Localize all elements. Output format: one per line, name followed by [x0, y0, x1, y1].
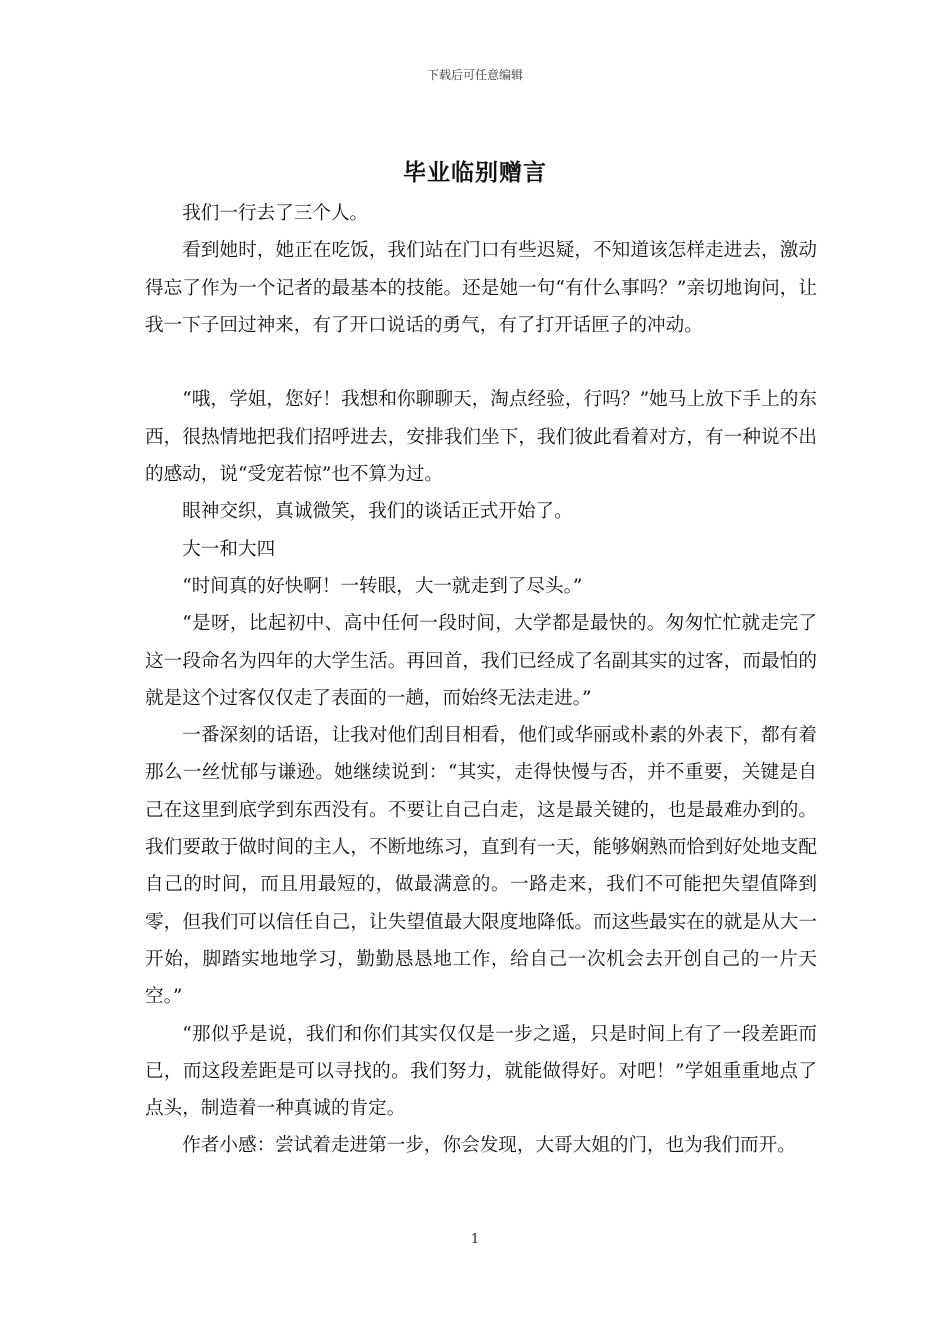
paragraph: 作者小感：尝试着走进第一步，你会发现，大哥大姐的门，也为我们而开。 — [182, 1135, 796, 1157]
paragraph: 我们一行去了三个人。 — [182, 203, 369, 224]
page-number: 1 — [470, 1232, 480, 1247]
paragraph: 看到她时，她正在吃饭，我们站在门口有些迟疑，不知道该怎样走进去，激动得忘了作为一个记者的最基本的技能。还是她一句“有什么事吗？”亲切地询问，让我一下子回过神来，有了开口说话的勇气，有了打开话匣子的冲动。 — [145, 240, 817, 336]
paragraph: “是呀，比起初中、高中任何一段时间，大学都是最快的。匆匆忙忙就走完了这一段命名为四年的大学生活。再回首，我们已经成了名副其实的过客，而最怕的就是这个过客仅仅走了表面的一趟，而始终无法走进。” — [145, 613, 817, 709]
document-title: 毕业临别赠言 — [403, 160, 547, 186]
paragraph: “哦，学姐，您好！我想和你聊聊天，淘点经验，行吗？”她马上放下手上的东西，很热情地把我们招呼进去，安排我们坐下，我们彼此看着对方，有一种说不出的感动，说“受宠若惊”也不算为过。 — [145, 389, 817, 486]
paragraph: 眼神交织，真诚微笑，我们的谈话正式开始了。 — [182, 501, 573, 523]
paragraph: 一番深刻的话语，让我对他们刮目相看，他们或华丽或朴素的外表下，都有着那么一丝忧郁与谦逊。她继续说到：“其实，走得快慢与否，并不重要，关键是自己在这里到底学到东西没有。不要让自己白走，这是最关键的，也是最难办到的。我们要敢于做时间的主人，不断地练习，直到有一天，能够娴熟而恰到好处地支配自己的时间，而且用最短的，做最满意的。一路走来，我们不可能把失望值降到零，但我们可以信任自己，让失望值最大限度地降低。而这些最实在的就是从大一开始，脚踏实地地学习，勤勤恳恳地工作，给自己一次机会去开创自己的一片天空。” — [145, 725, 817, 1008]
section-heading: 大一和大四 — [182, 538, 276, 560]
paragraph-gap — [145, 344, 817, 381]
document-body — [145, 195, 817, 1165]
paragraph: “那似乎是说，我们和你们其实仅仅是一步之遥，只是时间上有了一段差距而已，而这段差距是可以寻找的。我们努力，就能做得好。对吧！”学姐重重地点了点头，制造着一种真诚的肯定。 — [145, 1023, 817, 1120]
header-note: 下载后可任意编辑 — [426, 68, 523, 82]
paragraph: “时间真的好快啊！一转眼，大一就走到了尽头。” — [182, 575, 583, 597]
